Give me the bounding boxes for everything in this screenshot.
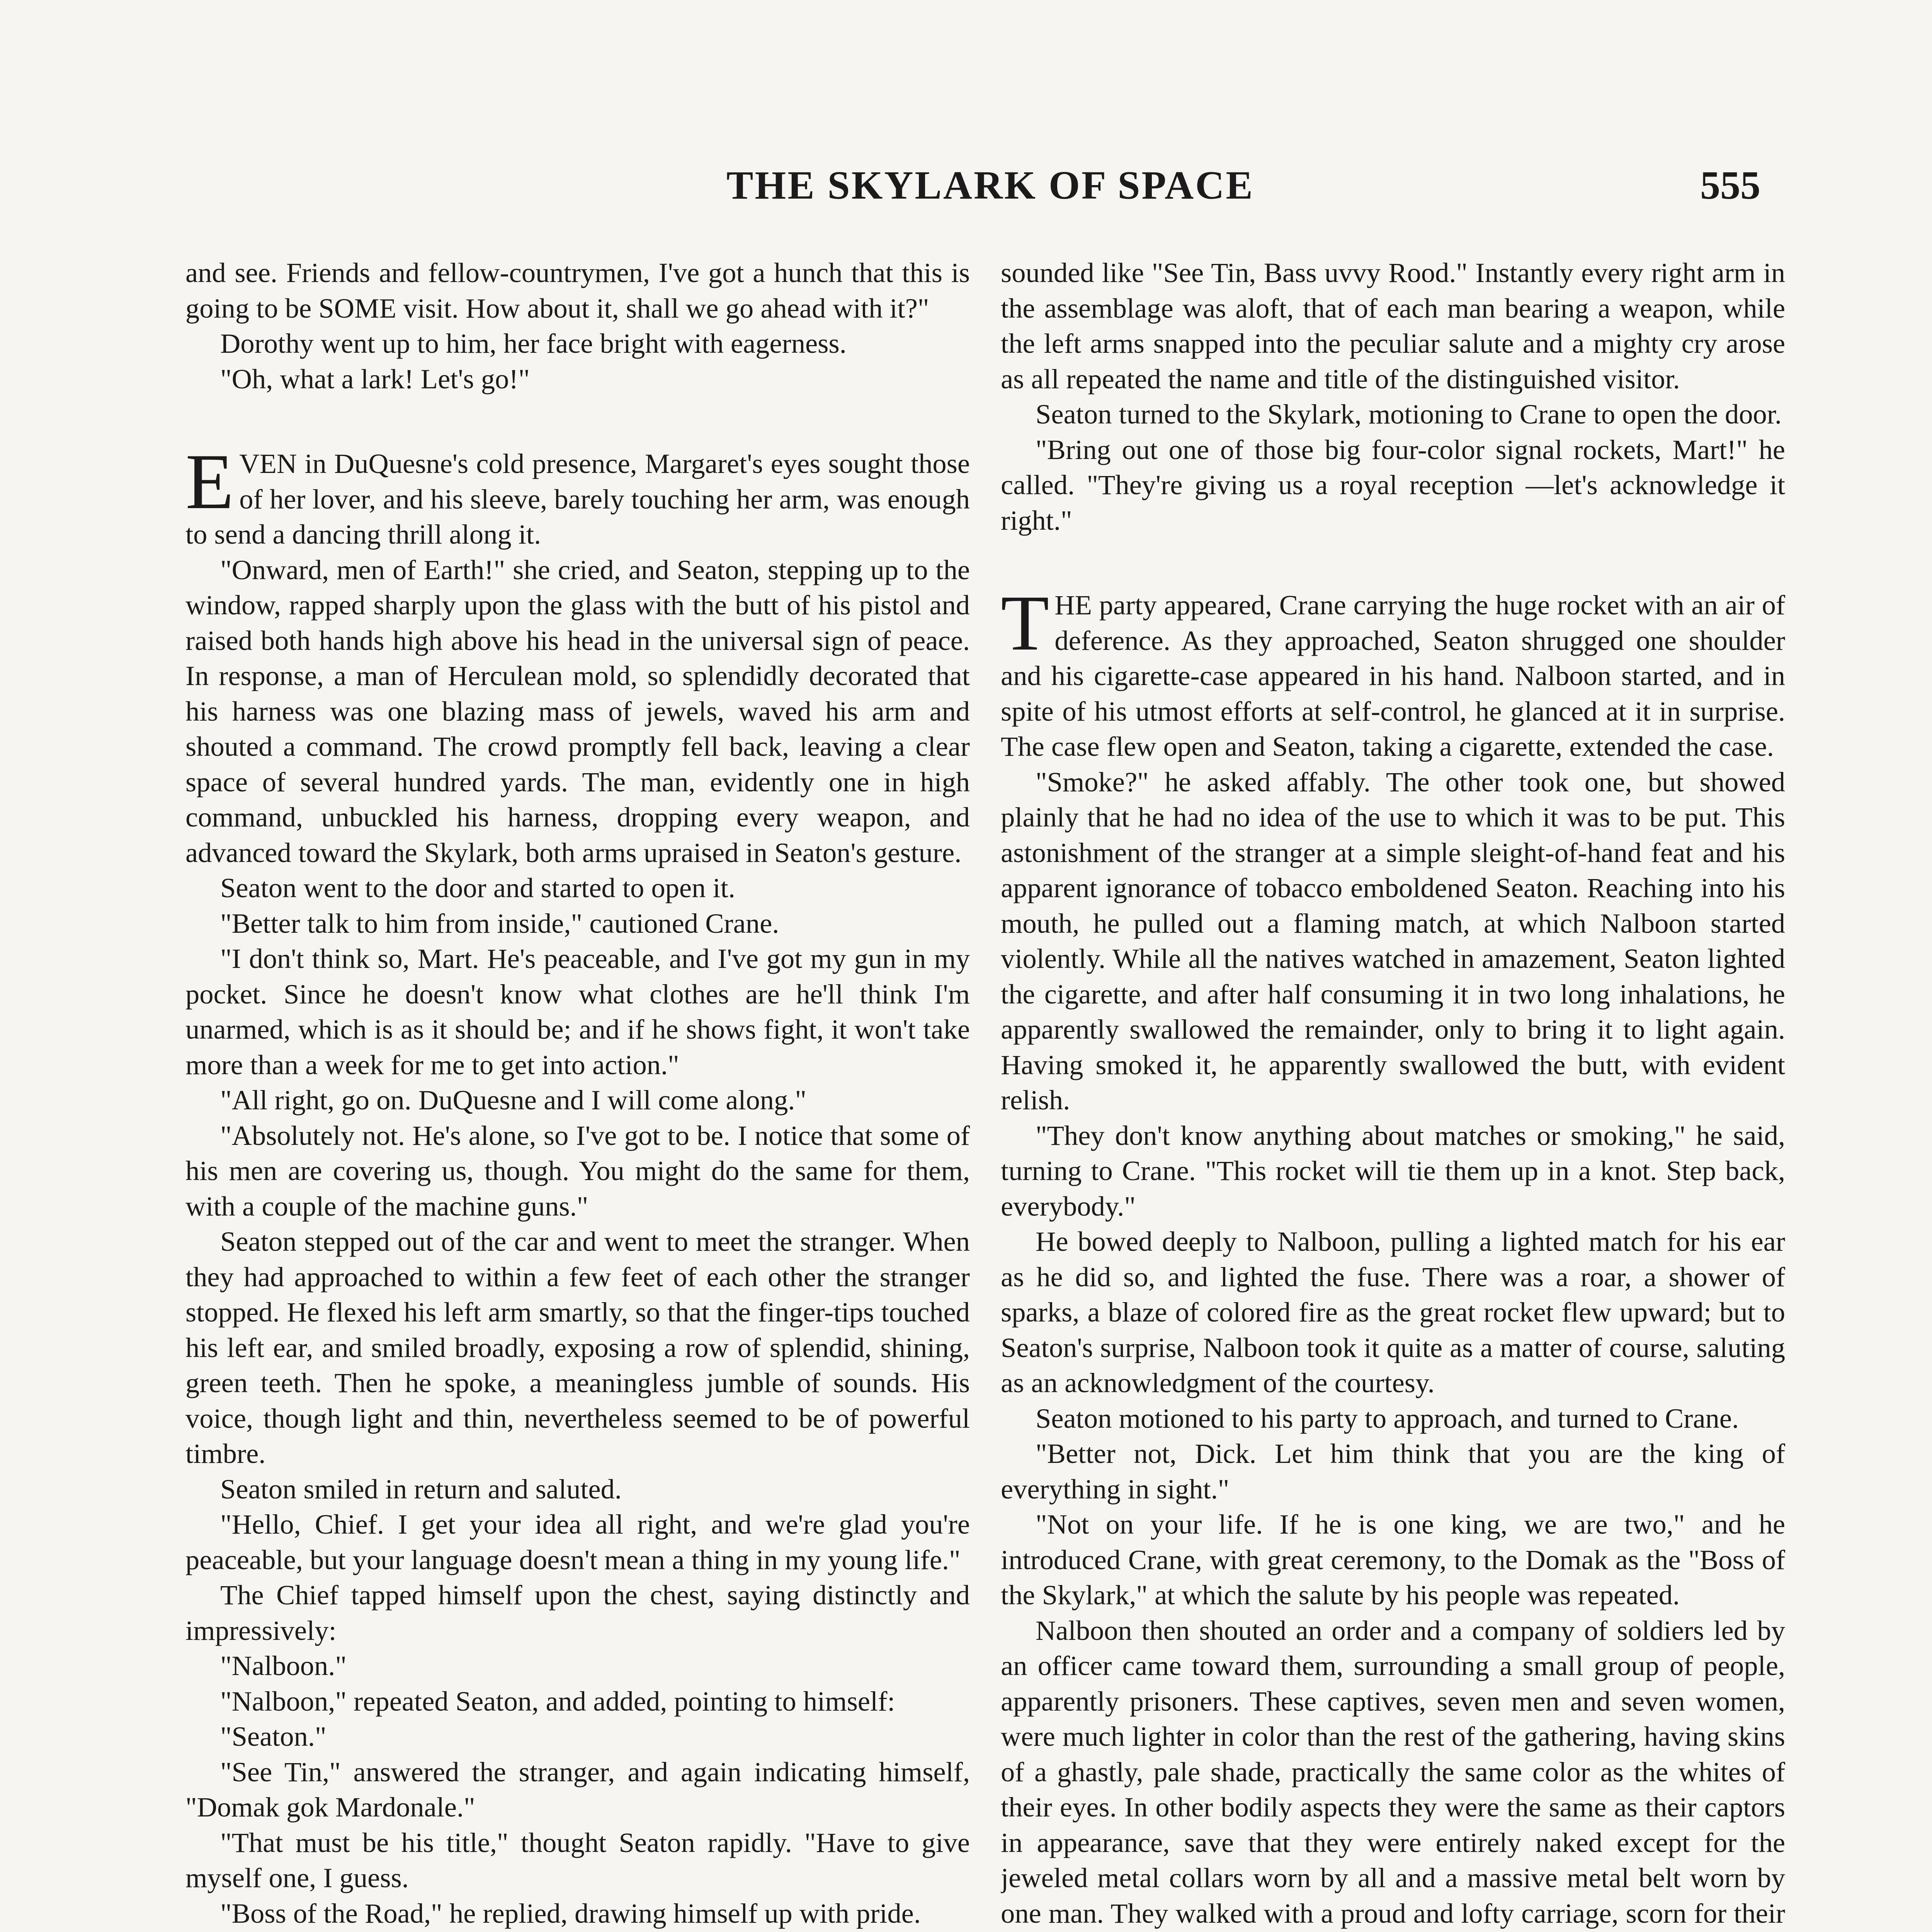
right-column bbox=[1001, 255, 1785, 1932]
paragraph: "Absolutely not. He's alone, so I've got to be. I notice that some of his men are covering us, though. You might do the same for them, with a couple of the machine guns." bbox=[185, 1119, 970, 1222]
paragraph: The Chief tapped himself upon the chest, saying distinctly and impressively: bbox=[185, 1579, 970, 1646]
paragraph: "That must be his title," thought Seaton rapidly. "Have to give myself one, I guess. bbox=[185, 1827, 970, 1893]
paragraph: Seaton motioned to his party to approach, and turned to Crane. bbox=[1036, 1402, 1739, 1434]
drop-cap: E bbox=[185, 438, 234, 526]
page-header bbox=[0, 162, 1932, 224]
paragraph: Seaton went to the door and started to open it. bbox=[220, 872, 735, 903]
paragraph: "All right, go on. DuQuesne and I will come along." bbox=[220, 1084, 806, 1116]
paragraph: "Nalboon." bbox=[220, 1650, 347, 1681]
left-column bbox=[185, 255, 970, 1932]
paragraph: "Onward, men of Earth!" she cried, and Seaton, stepping up to the window, rapped sharply upon the glass with the butt of his pistol and raised both hands high above his head in the universal sign of peace. In response, a man of Herculean mold, so splendidly decorated that his harness was one blazing mass of jewels, waved his arm and shouted a command. The crowd promptly fell back, leaving a clear space of several hundred yards. The man, evidently one in high command, unbuckled his harness, dropping every weapon, and advanced toward the Skylark, both arms upraised in Seaton's gesture. bbox=[185, 554, 970, 868]
drop-cap: T bbox=[1001, 579, 1049, 667]
paragraph: "I don't think so, Mart. He's peaceable, and I've got my gun in my pocket. Since he doesn't know what clothes are he'll think I'm unarmed, which is as it should be; and if he shows fight, it won't take more than a week for me to get into action." bbox=[185, 943, 970, 1080]
page-number: 555 bbox=[1700, 163, 1760, 207]
paragraph: and see. Friends and fellow-countrymen, I've got a hunch that this is going to be SOME visit. How about it, shall we go ahead with it?" bbox=[185, 257, 970, 324]
paragraph: Seaton turned to the Skylark, motioning to Crane to open the door. bbox=[1036, 398, 1782, 430]
running-title: THE SKYLARK OF SPACE bbox=[726, 163, 1254, 207]
paragraph: "Oh, what a lark! Let's go!" bbox=[220, 363, 530, 395]
paragraph: Seaton stepped out of the car and went to meet the stranger. When they had approached to within a few feet of each other the stranger stopped. He flexed his left arm smartly, so that the finger-tips touched his left ear, and smiled broadly, exposing a row of splendid, shining, green teeth. Then he spoke, a meaningless jumble of sounds. His voice, though light and thin, nevertheless seemed to be of powerful timbre. bbox=[185, 1226, 970, 1469]
paragraph: sounded like "See Tin, Bass uvvy Rood." Instantly every right arm in the assemblage was aloft, that of each man bearing a weapon, while the left arms snapped into the peculiar salute and a mighty cry arose as all repeated the name and title of the distinguished visitor. bbox=[1001, 257, 1785, 395]
paragraph: "Not on your life. If he is one king, we are two," and he introduced Crane, with great ceremony, to the Domak as the "Boss of the Skylark," at which the salute by his people was repeated. bbox=[1001, 1509, 1785, 1611]
section-lead-paragraph bbox=[185, 438, 970, 552]
paragraph: "Smoke?" he asked affably. The other took one, but showed plainly that he had no idea of the use to which it was to be put. This astonishment of the stranger at a simple sleight-of-hand feat and his apparent ignorance of tobacco emboldened Seaton. Reaching into his mouth, he pulled out a flaming match, at which Nalboon started violently. While all the natives watched in amazement, Seaton lighted the cigarette, and after half consuming it in two long inhalations, he apparently swallowed the remainder, only to bring it to light again. Having smoked it, he apparently swallowed the butt, with evident relish. bbox=[1001, 766, 1785, 1116]
paragraph: "Seaton." bbox=[220, 1721, 327, 1752]
paragraph: "Nalboon," repeated Seaton, and added, pointing to himself: bbox=[220, 1685, 895, 1717]
paragraph: "Hello, Chief. I get your idea all right, and we're glad you're peaceable, but your language doesn't mean a thing in my young life." bbox=[185, 1509, 970, 1575]
paragraph: Nalboon then shouted an order and a company of soldiers led by an officer came toward them, surrounding a small group of people, apparently prisoners. These captives, seven men and seven women, were much lighter in color than the rest of the gathering, having skins of a ghastly, pale shade, practically the same color as the whites of their eyes. In other bodily aspects they were the same as their captors in appearance, save that they were entirely naked except for the jeweled metal collars worn by all and a massive metal belt worn by one man. They walked with a proud and lofty carriage, scorn for their bbox=[1001, 1614, 1785, 1929]
paragraph: "Bring out one of those big four-color signal rockets, Mart!" he called. "They're giving us a royal reception —let's acknowledge it right." bbox=[1001, 434, 1785, 536]
paragraph: "Better not, Dick. Let him think that you are the king of everything in sight." bbox=[1001, 1438, 1785, 1505]
paragraph: "Boss of the Road," he replied, drawing himself up with pride. bbox=[220, 1897, 921, 1929]
paragraph: "Better talk to him from inside," cautioned Crane. bbox=[220, 907, 779, 939]
section-lead-paragraph bbox=[1001, 579, 1785, 764]
paragraph: "See Tin," answered the stranger, and again indicating himself, "Domak gok Mardonale." bbox=[185, 1756, 970, 1823]
paragraph: Dorothy went up to him, her face bright with eagerness. bbox=[220, 328, 847, 359]
paragraph-text: VEN in DuQuesne's cold presence, Margaret's eyes sought those of her lover, and his sleeve, barely touching her arm, was enough to send a dancing thrill along it. bbox=[185, 448, 970, 550]
paragraph-text: HE party appeared, Crane carrying the huge rocket with an air of deference. As they approached, Seaton shrugged one shoulder and his cigarette-case appeared in his hand. Nalboon started, and in spite of his utmost efforts at self-control, he glanced at it in surprise. The case flew open and Seaton, taking a cigarette, extended the case. bbox=[1001, 589, 1785, 762]
paragraph: "They don't know anything about matches or smoking," he said, turning to Crane. "This rocket will tie them up in a knot. Step back, everybody." bbox=[1001, 1119, 1785, 1222]
paragraph: He bowed deeply to Nalboon, pulling a lighted match for his ear as he did so, and lighted the fuse. There was a roar, a shower of sparks, a blaze of colored fire as the great rocket flew upward; but to Seaton's surprise, Nalboon took it quite as a matter of course, saluting as an acknowledgment of the courtesy. bbox=[1001, 1226, 1785, 1398]
paragraph: Seaton smiled in return and saluted. bbox=[220, 1473, 622, 1505]
